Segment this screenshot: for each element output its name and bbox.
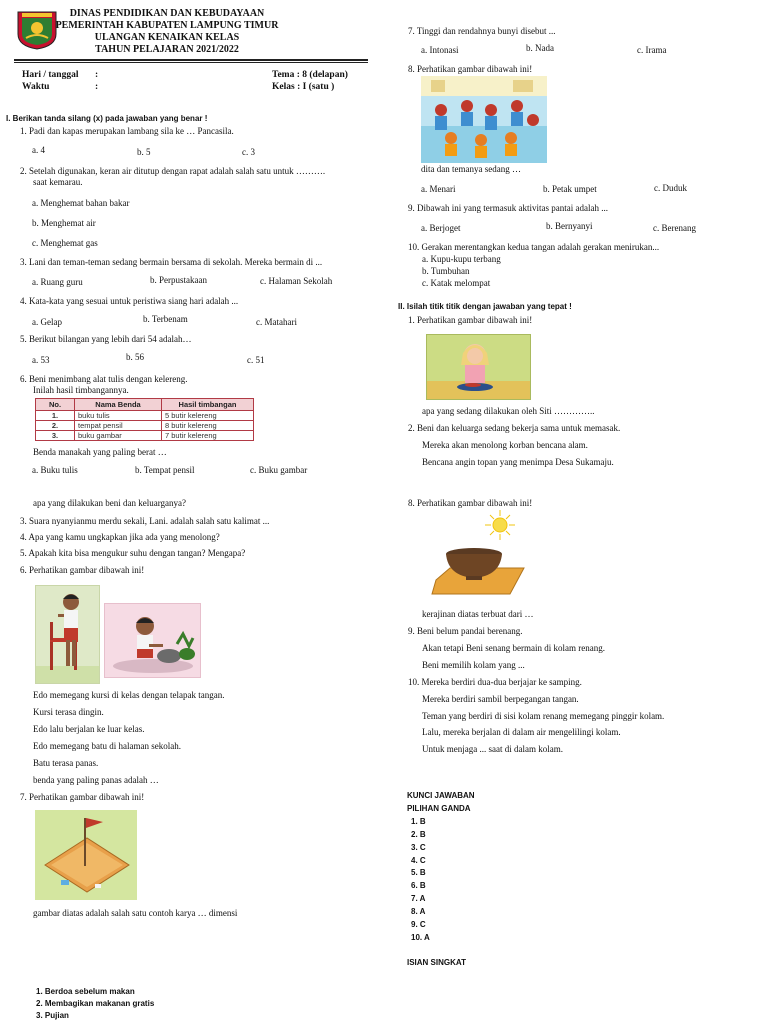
essay-6-line-5: Batu terasa panas. — [33, 758, 99, 768]
question-9: 9. Dibawah ini yang termasuk aktivitas pantai adalah ... — [408, 203, 608, 213]
essay-6-line-6: benda yang paling panas adalah … — [33, 775, 159, 785]
table-cell: tempat pensil — [75, 421, 162, 431]
q4-option-a[interactable]: a. Gelap — [32, 317, 62, 327]
essay-7-caption: gambar diatas adalah salah satu contoh karya … dimensi — [33, 908, 238, 918]
wooden-bowl-image — [428, 510, 528, 600]
table-header-name: Nama Benda — [75, 399, 162, 411]
header-rule — [14, 59, 368, 61]
q9-option-c[interactable]: c. Berenang — [653, 223, 696, 233]
table-cell: buku tulis — [75, 411, 162, 421]
children-dancing-image — [421, 76, 547, 163]
isian-8-caption: kerajinan diatas terbuat dari … — [422, 609, 534, 619]
q3-option-c[interactable]: c. Halaman Sekolah — [260, 276, 333, 286]
table-row — [36, 411, 254, 421]
table-cell: 3. — [36, 431, 75, 441]
q2-option-c[interactable]: c. Menghemat gas — [32, 238, 98, 248]
kelas-label: Kelas : I (satu ) — [272, 82, 335, 92]
isian-10-line-3: Lalu, mereka berjalan di dalam air mengelilingi kolam. — [422, 727, 621, 737]
isian-9: 9. Beni belum pandai berenang. — [408, 626, 523, 636]
isian-8: 8. Perhatikan gambar dibawah ini! — [408, 498, 533, 508]
header-line-3: ULANGAN KENAIKAN KELAS — [94, 32, 240, 43]
essay-5: 5. Apakah kita bisa mengukur suhu dengan tangan? Mengapa? — [20, 548, 246, 558]
table-cell: 2. — [36, 421, 75, 431]
question-7: 7. Tinggi dan rendahnya bunyi disebut ... — [408, 26, 556, 36]
answer-key-item: 4. C — [411, 856, 426, 865]
q9-option-b[interactable]: b. Bernyanyi — [546, 221, 593, 231]
essay-6-line-2: Kursi terasa dingin. — [33, 707, 104, 717]
isian-singkat-title: ISIAN SINGKAT — [407, 958, 466, 967]
q4-option-c[interactable]: c. Matahari — [256, 317, 297, 327]
answer-key-item: 7. A — [411, 894, 426, 903]
answer-key-item: 2. B — [411, 830, 426, 839]
q7-option-c[interactable]: c. Irama — [637, 45, 667, 55]
question-2: 2. Setelah digunakan, keran air ditutup dengan rapat adalah salah satu untuk ………. — [20, 166, 326, 176]
table-cell: 8 butir kelereng — [162, 421, 254, 431]
q10-option-c[interactable]: c. Katak melompat — [422, 278, 491, 288]
q6-option-b[interactable]: b. Tempat pensil — [135, 465, 195, 475]
q2-option-b[interactable]: b. Menghemat air — [32, 218, 96, 228]
answer-key-item: 3. C — [411, 843, 426, 852]
isian-2: 2. Beni dan keluarga sedang bekerja sama untuk memasak. — [408, 423, 621, 433]
essay-6-line-4: Edo memegang batu di halaman sekolah. — [33, 741, 181, 751]
flag-sand-image — [35, 810, 137, 900]
isian-10-line-4: Untuk menjaga ... saat di dalam kolam. — [422, 744, 563, 754]
q5-option-b[interactable]: b. 56 — [126, 352, 144, 362]
answer-key-item: 10. A — [411, 933, 430, 942]
answer-key-item: 8. A — [411, 907, 426, 916]
q2-option-a[interactable]: a. Menghemat bahan bakar — [32, 198, 130, 208]
table-cell: 1. — [36, 411, 75, 421]
q8-option-b[interactable]: b. Petak umpet — [543, 184, 597, 194]
q6-option-a[interactable]: a. Buku tulis — [32, 465, 78, 475]
table-row — [36, 421, 254, 431]
section-2-title: II. Isilah titik titik dengan jawaban yang tepat ! — [398, 302, 572, 311]
answer-key-title: KUNCI JAWABAN — [407, 791, 475, 800]
section-1-title: I. Berikan tanda silang (x) pada jawaban yang benar ! — [6, 114, 208, 123]
isian-10-line-1: Mereka berdiri sambil berpegangan tangan. — [422, 694, 579, 704]
question-5: 5. Berikut bilangan yang lebih dari 54 adalah… — [20, 334, 192, 344]
boy-touching-stone-image — [104, 603, 201, 678]
girl-eating-image — [426, 334, 531, 400]
isian-answer-1: 1. Berdoa sebelum makan — [36, 987, 135, 996]
isian-10-line-2: Teman yang berdiri di sisi kolam renang memegang pinggir kolam. — [422, 711, 665, 721]
question-6-cont: Inilah hasil timbangannya. — [33, 385, 129, 395]
question-8-caption: dita dan temanya sedang … — [421, 164, 521, 174]
essay-7: 7. Perhatikan gambar dibawah ini! — [20, 792, 145, 802]
header-line-4: TAHUN PELAJARAN 2021/2022 — [95, 44, 239, 55]
table-header-no: No. — [36, 399, 75, 411]
question-6: 6. Beni menimbang alat tulis dengan kelereng. — [20, 374, 188, 384]
question-6-ask: Benda manakah yang paling berat … — [33, 447, 167, 457]
waktu-colon: : — [95, 82, 99, 92]
waktu-label: Waktu — [22, 82, 50, 92]
question-8: 8. Perhatikan gambar dibawah ini! — [408, 64, 533, 74]
table-header-result: Hasil timbangan — [162, 399, 254, 411]
essay-6-line-3: Edo lalu berjalan ke luar kelas. — [33, 724, 145, 734]
answer-key-item: 5. B — [411, 868, 426, 877]
q8-option-c[interactable]: c. Duduk — [654, 183, 687, 193]
header-line-1: DINAS PENDIDIKAN DAN KEBUDAYAAN — [69, 8, 265, 19]
q6-option-c[interactable]: c. Buku gambar — [250, 465, 308, 475]
essay-6: 6. Perhatikan gambar dibawah ini! — [20, 565, 145, 575]
table-cell: 7 butir kelereng — [162, 431, 254, 441]
q1-option-b[interactable]: b. 5 — [137, 147, 151, 157]
essay-4: 4. Apa yang kamu ungkapkan jika ada yang menolong? — [20, 532, 220, 542]
question-10: 10. Gerakan merentangkan kedua tangan adalah gerakan menirukan... — [408, 242, 660, 252]
essay-2-cont: apa yang dilakukan beni dan keluarganya? — [33, 498, 187, 508]
table-row — [36, 431, 254, 441]
q1-option-c[interactable]: c. 3 — [242, 147, 255, 157]
hari-label: Hari / tanggal — [22, 70, 79, 80]
weight-table — [35, 398, 254, 441]
header-rule-thin — [14, 62, 368, 63]
isian-10: 10. Mereka berdiri dua-dua berjajar ke samping. — [408, 677, 582, 687]
essay-3: 3. Suara nyanyianmu merdu sekali, Lani. adalah salah satu kalimat ... — [20, 516, 270, 526]
isian-9-line-1: Akan tetapi Beni senang bermain di kolam renang. — [422, 643, 605, 653]
question-4: 4. Kata-kata yang sesuai untuk peristiwa siang hari adalah ... — [20, 296, 239, 306]
q10-option-a[interactable]: a. Kupu-kupu terbang — [422, 254, 501, 264]
q4-option-b[interactable]: b. Terbenam — [143, 314, 188, 324]
isian-answer-3: 3. Pujian — [36, 1011, 69, 1020]
tema-label: Tema : 8 (delapan) — [272, 70, 348, 80]
question-2-cont: saat kemarau. — [33, 177, 83, 187]
q9-option-a[interactable]: a. Berjoget — [421, 223, 461, 233]
boy-holding-chair-image — [35, 585, 100, 684]
isian-1: 1. Perhatikan gambar dibawah ini! — [408, 315, 533, 325]
q3-option-b[interactable]: b. Perpustakaan — [150, 275, 207, 285]
question-3: 3. Lani dan teman-teman sedang bermain bersama di sekolah. Mereka bermain di ... — [20, 257, 323, 267]
q5-option-a[interactable]: a. 53 — [32, 355, 50, 365]
q10-option-b[interactable]: b. Tumbuhan — [422, 266, 470, 276]
answer-key-subtitle: PILIHAN GANDA — [407, 804, 471, 813]
table-cell: buku gambar — [75, 431, 162, 441]
table-header-row — [36, 399, 254, 411]
essay-6-line-1: Edo memegang kursi di kelas dengan telapak tangan. — [33, 690, 225, 700]
isian-2-line-2: Bencana angin topan yang menimpa Desa Sukamaju. — [422, 457, 614, 467]
hari-colon: : — [95, 70, 99, 80]
isian-answer-2: 2. Membagikan makanan gratis — [36, 999, 155, 1008]
q7-option-a[interactable]: a. Intonasi — [421, 45, 459, 55]
q3-option-a[interactable]: a. Ruang guru — [32, 277, 83, 287]
answer-key-item: 9. C — [411, 920, 426, 929]
answer-key-item: 1. B — [411, 817, 426, 826]
q1-option-a[interactable]: a. 4 — [32, 145, 45, 155]
table-cell: 5 butir kelereng — [162, 411, 254, 421]
isian-9-line-2: Beni memilih kolam yang ... — [422, 660, 525, 670]
isian-1-caption: apa yang sedang dilakukan oleh Siti ………….. — [422, 406, 595, 416]
q8-option-a[interactable]: a. Menari — [421, 184, 456, 194]
answer-key-item: 6. B — [411, 881, 426, 890]
q5-option-c[interactable]: c. 51 — [247, 355, 265, 365]
q7-option-b[interactable]: b. Nada — [526, 43, 554, 53]
header-line-2: PEMERINTAH KABUPATEN LAMPUNG TIMUR — [55, 20, 279, 31]
isian-2-line-1: Mereka akan menolong korban bencana alam. — [422, 440, 588, 450]
question-1: 1. Padi dan kapas merupakan lambang sila ke … Pancasila. — [20, 126, 234, 136]
